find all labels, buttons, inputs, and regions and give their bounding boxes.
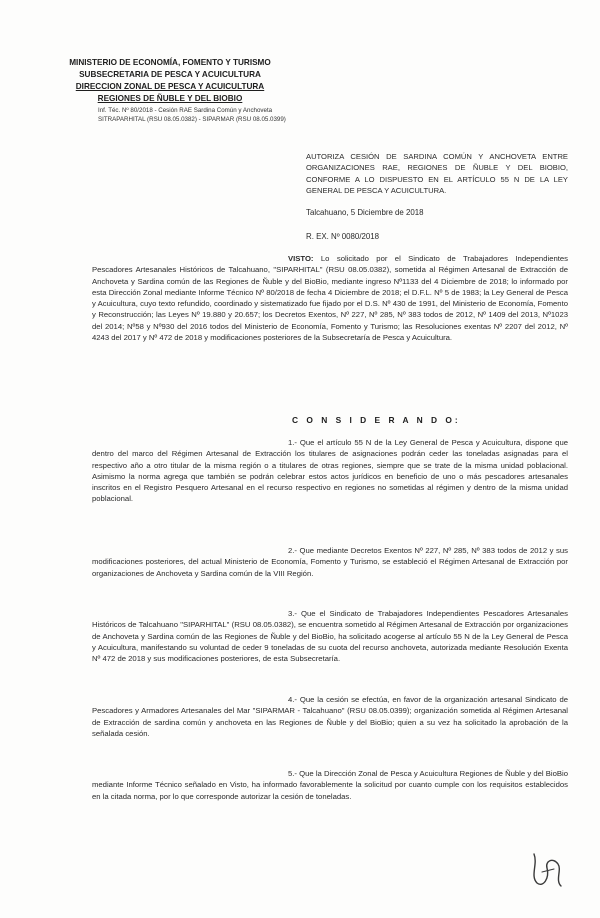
subsecretariat-name: SUBSECRETARIA DE PESCA Y ACUICULTURA [79,70,261,79]
regions-wrap [0,93,340,105]
header-reference-line-1: Inf. Téc. Nº 80/2018 - Cesión RAE Sardina Común y Anchoveta [98,107,273,114]
zonal-direction-name: DIRECCION ZONAL DE PESCA Y ACUICULTURA [75,82,265,91]
header-reference-line-2: SITRAPARHITAL (RSU 08.05.0382) - SIPARMAR (RSU 08.05.0399) [98,116,286,123]
ministry-name: MINISTERIO DE ECONOMÍA, FOMENTO Y TURISMO [69,58,271,67]
handwritten-signature [520,842,570,892]
considerando-paragraph-4: 4.- Que la cesión se efectúa, en favor de la organización artesanal Sindicato de Pescadores y Armadores Artesanales del Mar "SIPARMAR - Talcahuano" (RSU 08.05.0399); organización sometida al Régimen Artesanal de Extracción de sardina común y anchoveta en las Regiones de Ñuble y del BioBio; quien a su vez ha solicitado la aprobación de la señalada cesión. [92,695,568,738]
considerando-paragraph-2: 2.- Que mediante Decretos Exentos Nº 227, Nº 285, Nº 383 todos de 2012 y sus modificaciones posteriores, del actual Ministerio de Economía, Fomento y Turismo, se estableció el Régimen Artesanal de Extracción por organizaciones de Anchoveta y Sardina común de la VIII Región. [92,546,568,578]
zonal-direction-wrap [0,81,340,93]
resolution-subject: AUTORIZA CESIÓN DE SARDINA COMÚN Y ANCHOVETA ENTRE ORGANIZACIONES RAE, REGIONES DE ÑUBLE Y DEL BIOBIO, CONFORME A LO DISPUESTO EN EL ARTÍCULO 55 N DE LA LEY GENERAL DE PESCA Y ACUICULTURA. [306,152,568,195]
regions-name: REGIONES DE ÑUBLE Y DEL BIOBIO [97,94,243,103]
considerando-paragraph-3: 3.- Que el Sindicato de Trabajadores Independientes Pescadores Artesanales Históricos de Talcahuano "SIPARHITAL" (RSU 08.05.0382), se encuentra sometido al Régimen Artesanal de Extracción por organizaciones de Anchoveta y Sardina común de las Regiones de Ñuble y del BioBio, ha solicitado acogerse al artículo 55 N de la Ley General de Pesca y Acuicultura, manifestando su voluntad de ceder 9 toneladas de su cuota del recurso anchoveta, autorizada mediante Resolución Exenta Nº 472 de 2018 y sus modificaciones posteriores, de esta Subsecretaría. [92,609,568,664]
place-date: Talcahuano, 5 Diciembre de 2018 [306,208,424,217]
visto-paragraph [92,253,568,343]
considerando-heading: C O N S I D E R A N D O: [292,415,461,425]
considerando-paragraph-1: 1.- Que el artículo 55 N de la Ley General de Pesca y Acuicultura, dispone que dentro del marco del Régimen Artesanal de Extracción los titulares de asignaciones podrán ceder las toneladas asignadas para el respectivo año a otro titular de la misma región o a titulares de otras regiones, siempre que se trate de la misma unidad poblacional. Asimismo la norma agrega que también se podrán celebrar estos actos jurídicos en beneficio de uno o más pescadores artesanales inscritos en el Registro Pesquero Artesanal en el recurso respectivo en regiones no sometidas al régimen y dentro de la misma unidad poblacional. [92,438,568,504]
visto-text: Lo solicitado por el Sindicato de Trabajadores Independientes Pescadores Artesanales Históricos de Talcahuano, "SIPARHITAL" (RSU 08.05.0382), sometida al Régimen Artesanal de Extracción de Anchoveta y Sardina común de las Regiones de Ñuble y del BioBio, mediante ingreso Nº1133 del 4 Diciembre de 2018; lo informado por esta Dirección Zonal mediante Informe Técnico Nº 80/2018 de fecha 4 Diciembre de 2018; el D.F.L. Nº 5 de 1983; la Ley General de Pesca y Acuicultura, cuyo texto refundido, coordinado y sistematizado fue fijado por el D.S. Nº 430 de 1991, del Ministerio de Economía, Fomento y Reconstrucción; las Leyes Nº 19.880 y 20.657; los Decretos Exentos, Nº 227, Nº 285, Nº 383 todos de 2012, Nº 1409 del 2013, Nº1023 del 2014; Nº58 y Nº930 del 2016 todos del Ministerio de Economía, Fomento y Turismo; las Resoluciones exentas Nº 2207 del 2012, Nº 4243 del 2017 y Nº 472 de 2018 y modificaciones posteriores de la Subsecretaría de Pesca y Acuicultura. [92,254,568,343]
considerando-paragraph-5: 5.- Que la Dirección Zonal de Pesca y Acuicultura Regiones de Ñuble y del BioBio mediante Informe Técnico señalado en Visto, ha informado favorablemente la solicitud por cuanto cumple con los requisitos establecidos en la citada norma, por lo que corresponde autorizar la cesión de toneladas. [92,769,568,801]
resolution-number: R. EX. Nº 0080/2018 [306,232,380,241]
visto-label: VISTO: [288,254,314,263]
